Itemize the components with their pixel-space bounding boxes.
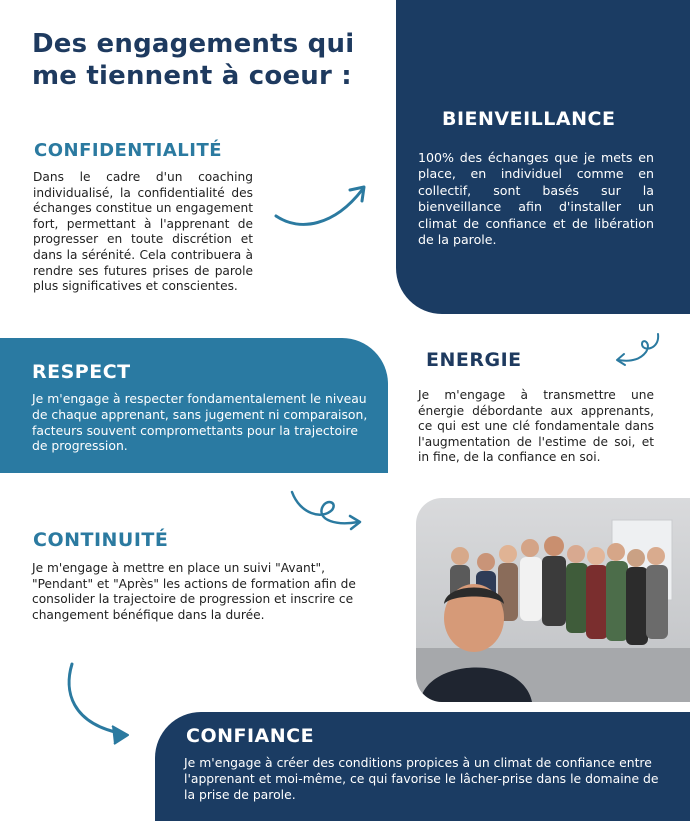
respect-text: Je m'engage à respecter fondamentalement le niveau de chaque apprenant, sans jugement ni comparaison, facteurs souvent compromettants pour la trajectoire de progression. [32, 391, 368, 454]
energie-heading: ENERGIE [426, 349, 522, 371]
page-title-line-2: me tiennent à coeur : [32, 61, 352, 91]
bienveillance-text: 100% des échanges que je mets en place, en individuel comme en collectif, sont basés sur la bienveillance afin d'installer un climat de confiance et de libération de la parole. [418, 150, 654, 248]
respect-heading: RESPECT [32, 361, 131, 383]
confiance-text: Je m'engage à créer des conditions propices à un climat de confiance entre l'apprenant et moi-même, ce qui favorise le lâcher-prise dans le domaine de la prise de parole. [184, 755, 659, 802]
confidentialite-text: Dans le cadre d'un coaching individualisé, la confidentialité des échanges constitue un engagement fort, permettant à l'apprenant de progresser en toute discrétion et dans la sérénité. Cela contribuera à rendre ses futures prises de parole plus significatives et conscientes. [33, 170, 253, 294]
energie-text: Je m'engage à transmettre une énergie débordante aux apprenants, ce qui est une clé fondamentale dans l'augmentation de l'estime de soi, et in fine, de la confiance en soi. [418, 388, 654, 465]
loop-arrow-icon [612, 330, 664, 368]
group-photo [416, 498, 690, 702]
continuite-text: Je m'engage à mettre en place un suivi "Avant", "Pendant" et "Après" les actions de formation afin de consolider la trajectoire de progression et inscrire ce changement bénéfique dans la durée. [32, 561, 356, 622]
loop-arrow-icon [286, 486, 366, 536]
curved-arrow-icon [272, 182, 372, 232]
page-title [32, 28, 392, 92]
continuite-heading: CONTINUITÉ [33, 529, 169, 551]
confiance-heading: CONFIANCE [186, 725, 315, 747]
bienveillance-heading: BIENVEILLANCE [442, 108, 616, 130]
curved-arrow-icon [62, 660, 138, 750]
page-title-line-1: Des engagements qui [32, 29, 355, 59]
confidentialite-heading: CONFIDENTIALITÉ [34, 140, 223, 161]
